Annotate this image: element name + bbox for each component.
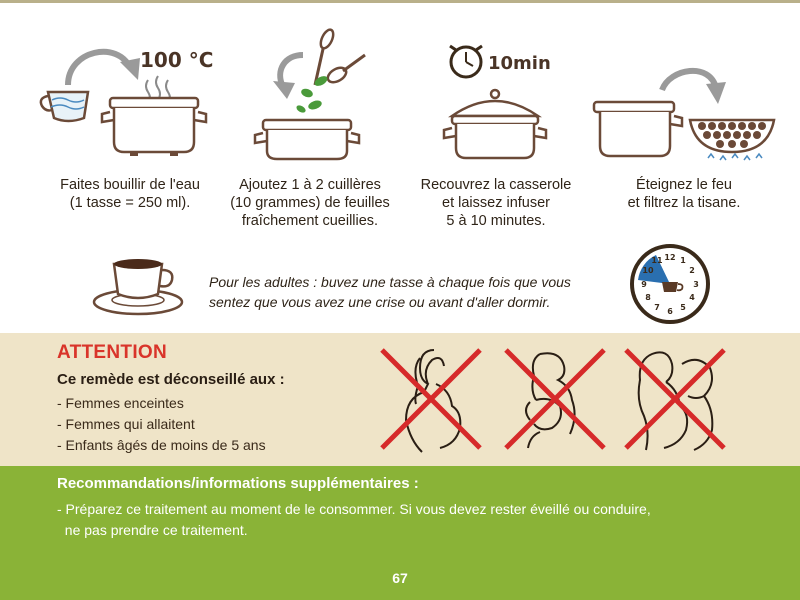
dosage-line: sentez que vous avez une crise ou avant d'aller dormir. bbox=[209, 294, 551, 310]
pot-icon bbox=[255, 120, 359, 159]
clock-number: 11 bbox=[651, 256, 663, 265]
step-2-line: (10 grammes) de feuilles bbox=[230, 195, 390, 211]
clock-number: 8 bbox=[645, 293, 651, 302]
step-1-line: Faites bouillir de l'eau bbox=[60, 177, 200, 193]
clock-number: 9 bbox=[641, 280, 647, 289]
step-4-line: et filtrez la tisane. bbox=[627, 195, 741, 211]
curved-arrow-icon bbox=[68, 52, 130, 85]
step-4-line: Éteignez le feu bbox=[636, 177, 732, 193]
strainer-icon bbox=[690, 120, 774, 160]
step-3-line: 5 à 10 minutes. bbox=[446, 213, 546, 229]
attention-list bbox=[57, 393, 266, 456]
recommendation-line: ne pas prendre ce traitement. bbox=[57, 522, 248, 538]
clock-number: 2 bbox=[689, 266, 695, 275]
attention-subtitle: Ce remède est déconseillé aux : bbox=[57, 371, 285, 388]
step-4-text bbox=[584, 176, 784, 212]
clock-number: 5 bbox=[680, 303, 686, 312]
mother-child-crossed-icon bbox=[620, 340, 730, 455]
temperature-label: 100 °C bbox=[140, 48, 214, 72]
recommendations-title: Recommandations/informations supplémentaires : bbox=[57, 475, 419, 492]
pot-icon bbox=[444, 116, 546, 158]
recommendations-text bbox=[57, 499, 651, 541]
clock-number: 3 bbox=[693, 280, 699, 289]
clock-number: 7 bbox=[654, 303, 660, 312]
breastfeeding-woman-crossed-icon bbox=[500, 340, 610, 455]
recommendation-line: - Préparez ce traitement au moment de le consommer. Si vous devez rester éveillé ou conduire, bbox=[57, 501, 651, 517]
clock-number: 10 bbox=[642, 266, 654, 275]
cup-icon bbox=[41, 92, 88, 121]
dosage-line: Pour les adultes : buvez une tasse à chaque fois que vous bbox=[209, 274, 571, 290]
step-2-line: fraîchement cueillies. bbox=[241, 213, 379, 229]
timer-icon bbox=[450, 46, 482, 77]
step-1-line: (1 tasse = 250 ml). bbox=[69, 195, 191, 211]
dosage-instructions bbox=[209, 272, 571, 312]
attention-item: - Femmes enceintes bbox=[57, 395, 184, 411]
attention-title: ATTENTION bbox=[57, 342, 168, 363]
step-2-text bbox=[210, 176, 410, 230]
clock-number: 12 bbox=[664, 253, 676, 262]
step-3-line: Recouvrez la casserole bbox=[420, 177, 572, 193]
clock-number: 6 bbox=[667, 307, 673, 316]
attention-item: - Femmes qui allaitent bbox=[57, 416, 195, 432]
add-leaves-illustration bbox=[245, 25, 375, 165]
pot-lid-icon bbox=[452, 90, 538, 116]
step-1-text bbox=[30, 176, 230, 212]
pot-icon bbox=[594, 102, 682, 156]
clock-icon bbox=[626, 240, 714, 328]
page-number: 67 bbox=[392, 570, 408, 586]
clock-number: 1 bbox=[680, 256, 686, 265]
attention-item: - Enfants âgés de moins de 5 ans bbox=[57, 437, 266, 453]
top-rule bbox=[0, 0, 800, 3]
pot-icon bbox=[102, 98, 206, 156]
clock-number: 4 bbox=[689, 293, 695, 302]
coffee-cup-illustration bbox=[88, 250, 188, 318]
duration-label: 10min bbox=[488, 53, 551, 74]
filter-illustration bbox=[590, 60, 780, 170]
step-3-text bbox=[396, 176, 596, 230]
step-3-line: et laissez infuser bbox=[442, 195, 550, 211]
leaf-icon bbox=[295, 74, 329, 114]
pregnant-woman-crossed-icon bbox=[376, 340, 486, 455]
step-2-line: Ajoutez 1 à 2 cuillères bbox=[239, 177, 381, 193]
